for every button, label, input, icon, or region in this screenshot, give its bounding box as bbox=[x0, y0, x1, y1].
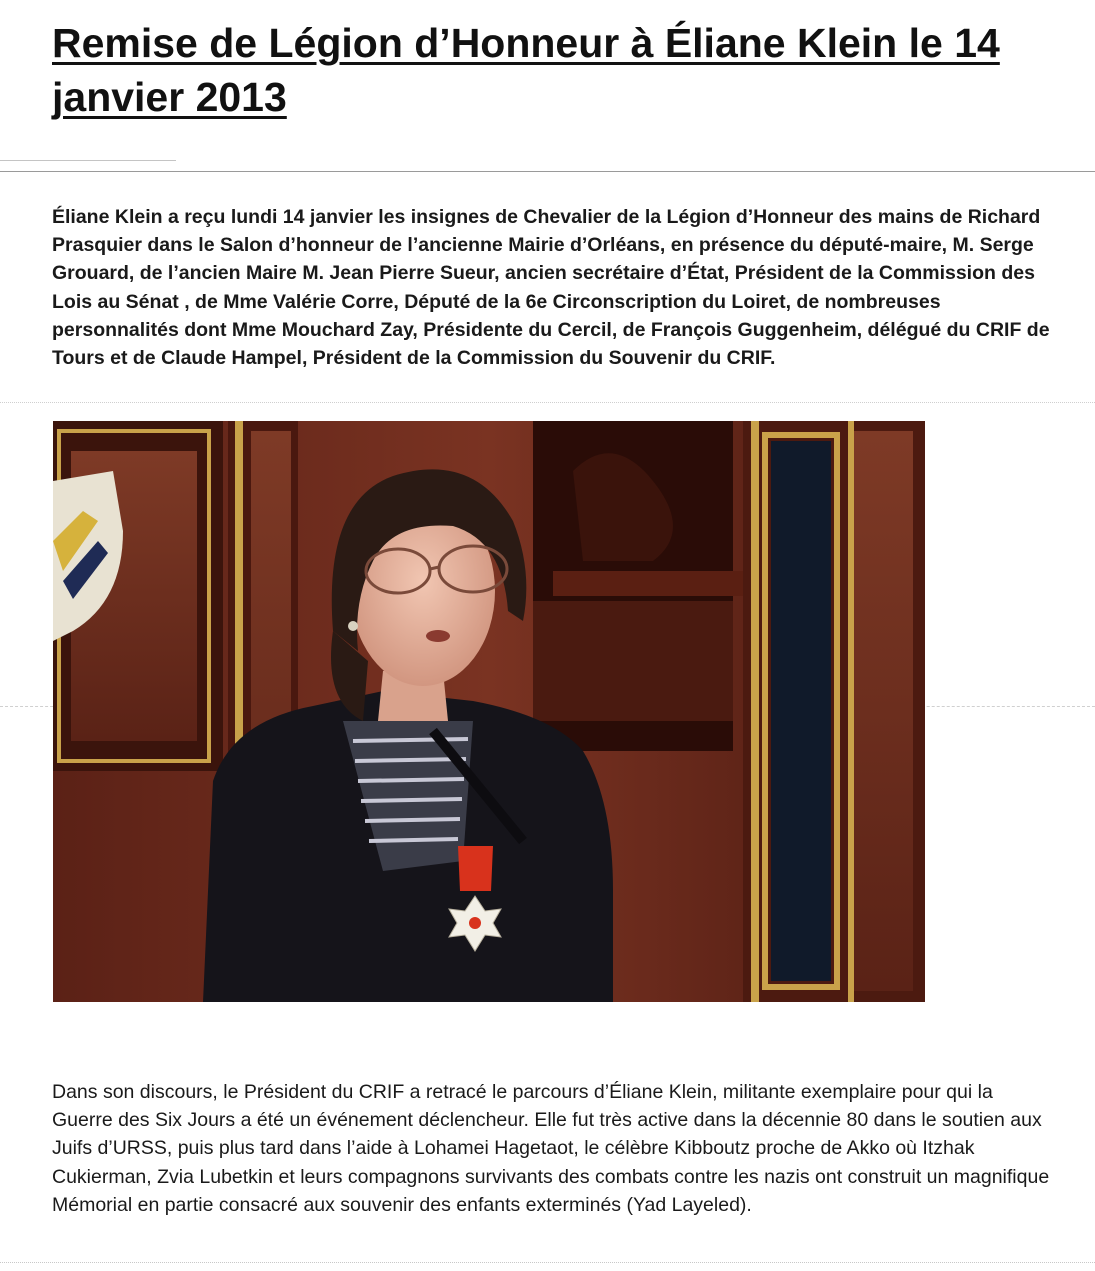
left-panel bbox=[53, 421, 223, 771]
ceremony-photo bbox=[53, 421, 925, 1002]
intro-paragraph: Éliane Klein a reçu lundi 14 janvier les insignes de Chevalier de la Légion d’Honneur des mains de Richard Prasquier dans le Salon d’honneur de l’ancienne Mairie d’Orléans, en présence du député-maire, M. Serge Grouard, de l’ancien Maire M. Jean Pierre Sueur, ancien secrétaire d’État, Président de la Commission des Lois au Sénat , de Mme Valérie Corre, Député de la 6e Circonscription du Loiret, de nombreuses personnalités dont Mme Mouchard Zay, Présidente du Cercil, de François Guggenheim, délégué du CRIF de Tours et de Claude Hampel, Président de la Commission du Souvenir du CRIF. bbox=[52, 206, 1050, 370]
carved-cabinet bbox=[533, 421, 743, 751]
page-title: Remise de Légion d’Honneur à Éliane Klein le 14 janvier 2013 bbox=[52, 20, 1000, 120]
photo-illustration bbox=[53, 421, 925, 1002]
divider bbox=[0, 171, 1095, 172]
divider-short bbox=[0, 160, 176, 161]
scan-artifact-line bbox=[0, 402, 1095, 403]
scan-artifact-line bbox=[0, 1262, 1095, 1263]
body-paragraph: Dans son discours, le Président du CRIF a retracé le parcours d’Éliane Klein, militante exemplaire pour qui la Guerre des Six Jours a été un événement déclencheur. Elle fut très active dans la décennie 80 dans le soutien aux Juifs d’URSS, puis plus tard dans l’aide à Lohamei Hagetaot, le célèbre Kibboutz proche de Akko où Itzhak Cukierman, Zvia Lubetkin et leurs compagnons survivants des combats contre les nazis ont construit un magnifique Mémorial en partie consacré aux souvenir des enfants exterminés (Yad Layeled). bbox=[52, 1081, 1050, 1216]
